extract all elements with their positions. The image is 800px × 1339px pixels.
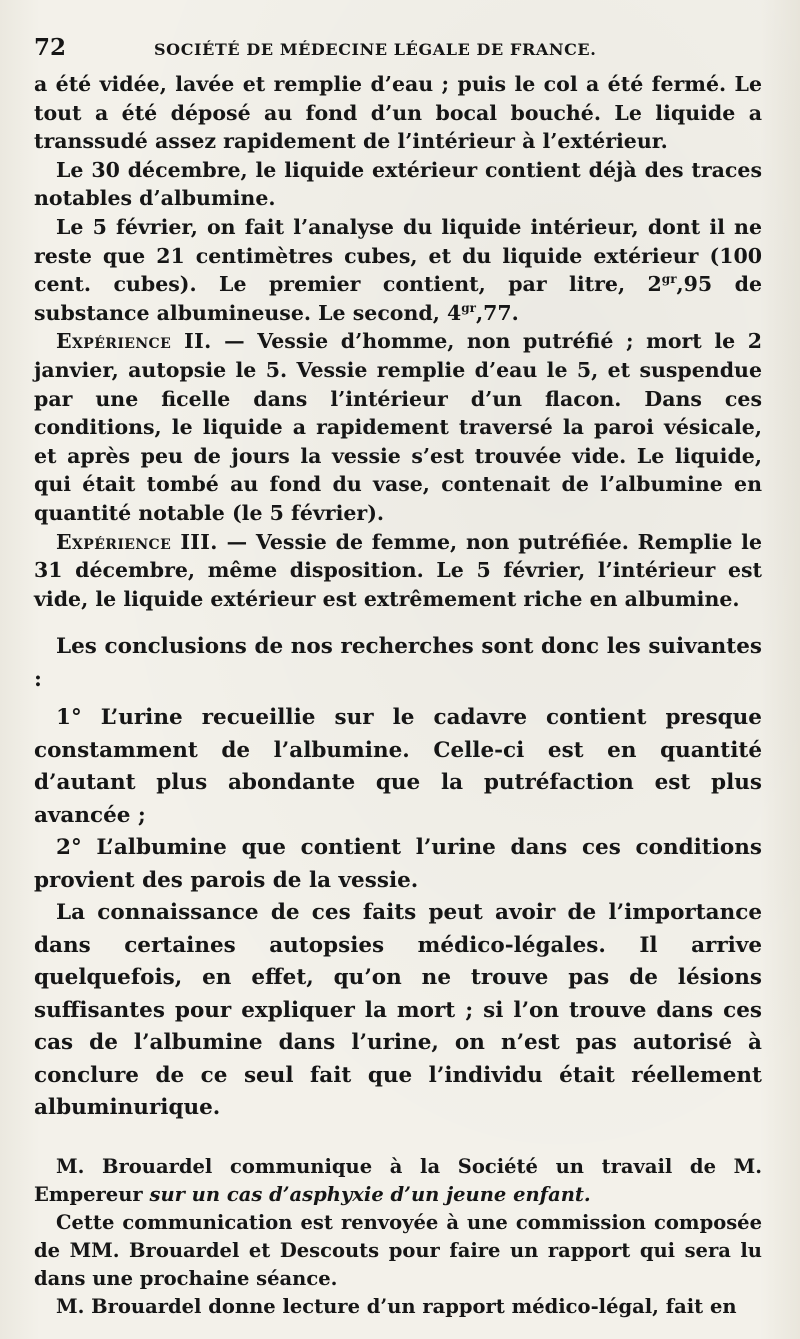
unit-gram-superscript: gr <box>661 272 677 287</box>
paragraph-december-30: Le 30 décembre, le liquide extérieur contient déjà des traces notables d’albumine. <box>34 157 762 211</box>
experience-3-text: — Vessie de femme, non putréfiée. Remplie le 31 décembre, même disposition. Le 5 février, l’intérieur est vide, le liquide extérieur est extrêmement riche en albumine. <box>34 529 762 611</box>
minutes-report-reading: M. Brouardel donne lecture d’un rapport médico-légal, fait en <box>56 1294 737 1318</box>
paragraph-february-5 <box>34 213 762 327</box>
paragraph-experience-2 <box>34 327 762 527</box>
minutes-commission: Cette communication est renvoyée à une commission composée de MM. Brouardel et Descouts pour faire un rapport qui sera lu dans une prochaine séance. <box>34 1210 762 1290</box>
conclusion-1: 1° L’urine recueillie sur le cadavre contient presque constamment de l’albumine. Celle-ci est en quantité d’autant plus abondante que la putréfaction est plus avancée ; <box>34 705 762 828</box>
page-header <box>34 34 762 68</box>
unit-gram-superscript: gr <box>461 300 476 315</box>
paragraph-experience-3 <box>34 528 762 614</box>
conclusion-importance: La connaissance de ces faits peut avoir de l’importance dans certaines autopsies médico-légales. Il arrive quelquefois, en effet, qu’on ne trouve pas de lésions suffisantes pour expliquer la mort ; si l’on trouve dans ces cas de l’albumine dans l’urine, on n’est pas autorisé à conclure de ce seul fait que l’individu était réellement albuminurique. <box>34 900 762 1121</box>
section-gap <box>34 613 762 631</box>
paragraph-continuation: a été vidée, lavée et remplie d’eau ; puis le col a été fermé. Le tout a été déposé au fond d’un bocal bouché. Le liquide a transsudé assez rapidement de l’intérieur à l’extérieur. <box>34 72 762 154</box>
conclusions-intro: Les conclusions de nos recherches sont donc les suivantes : <box>34 634 762 692</box>
experience-2-text: — Vessie d’homme, non putréfié ; mort le 2 janvier, autopsie le 5. Vessie remplie d’eau le 5, et suspendue par une ficelle dans l’intérieur d’un flacon. Dans ces conditions, le liquide a rapidement traversé la paroi vésicale, et après peu de jours la vessie s’est trouvée vide. Le liquide, qui était tombé au fond du vase, contenait de l’albumine en quantité notable (le 5 février). <box>34 329 762 525</box>
minutes-gap <box>34 1125 762 1153</box>
experience-2-label: Expérience II. <box>56 329 212 354</box>
page-number: 72 <box>34 34 67 61</box>
minutes-communication-title: sur un cas d’asphyxie d’un jeune enfant. <box>149 1182 591 1206</box>
experience-3-label: Expérience III. <box>56 529 218 554</box>
minutes-brouardel-communication <box>34 1153 762 1209</box>
conclusion-2: 2° L’albumine que contient l’urine dans ces conditions provient des parois de la vessie. <box>34 835 762 893</box>
running-title: SOCIÉTÉ DE MÉDECINE LÉGALE DE FRANCE. <box>154 40 597 59</box>
paragraph-february-5-text: Le 5 février, on fait l’analyse du liquide intérieur, dont il ne reste que 21 centimètres cubes, et du liquide extérieur (100 cent. cubes). Le premier contient, par litre, $2^{gr},95$ de substance albumineuse. Le second, $4^{gr},77$. <box>34 214 762 325</box>
minutes-communication-text: M. Brouardel communique à la Société un travail de M. Empereur <box>34 1154 762 1206</box>
page-content <box>34 34 762 1321</box>
